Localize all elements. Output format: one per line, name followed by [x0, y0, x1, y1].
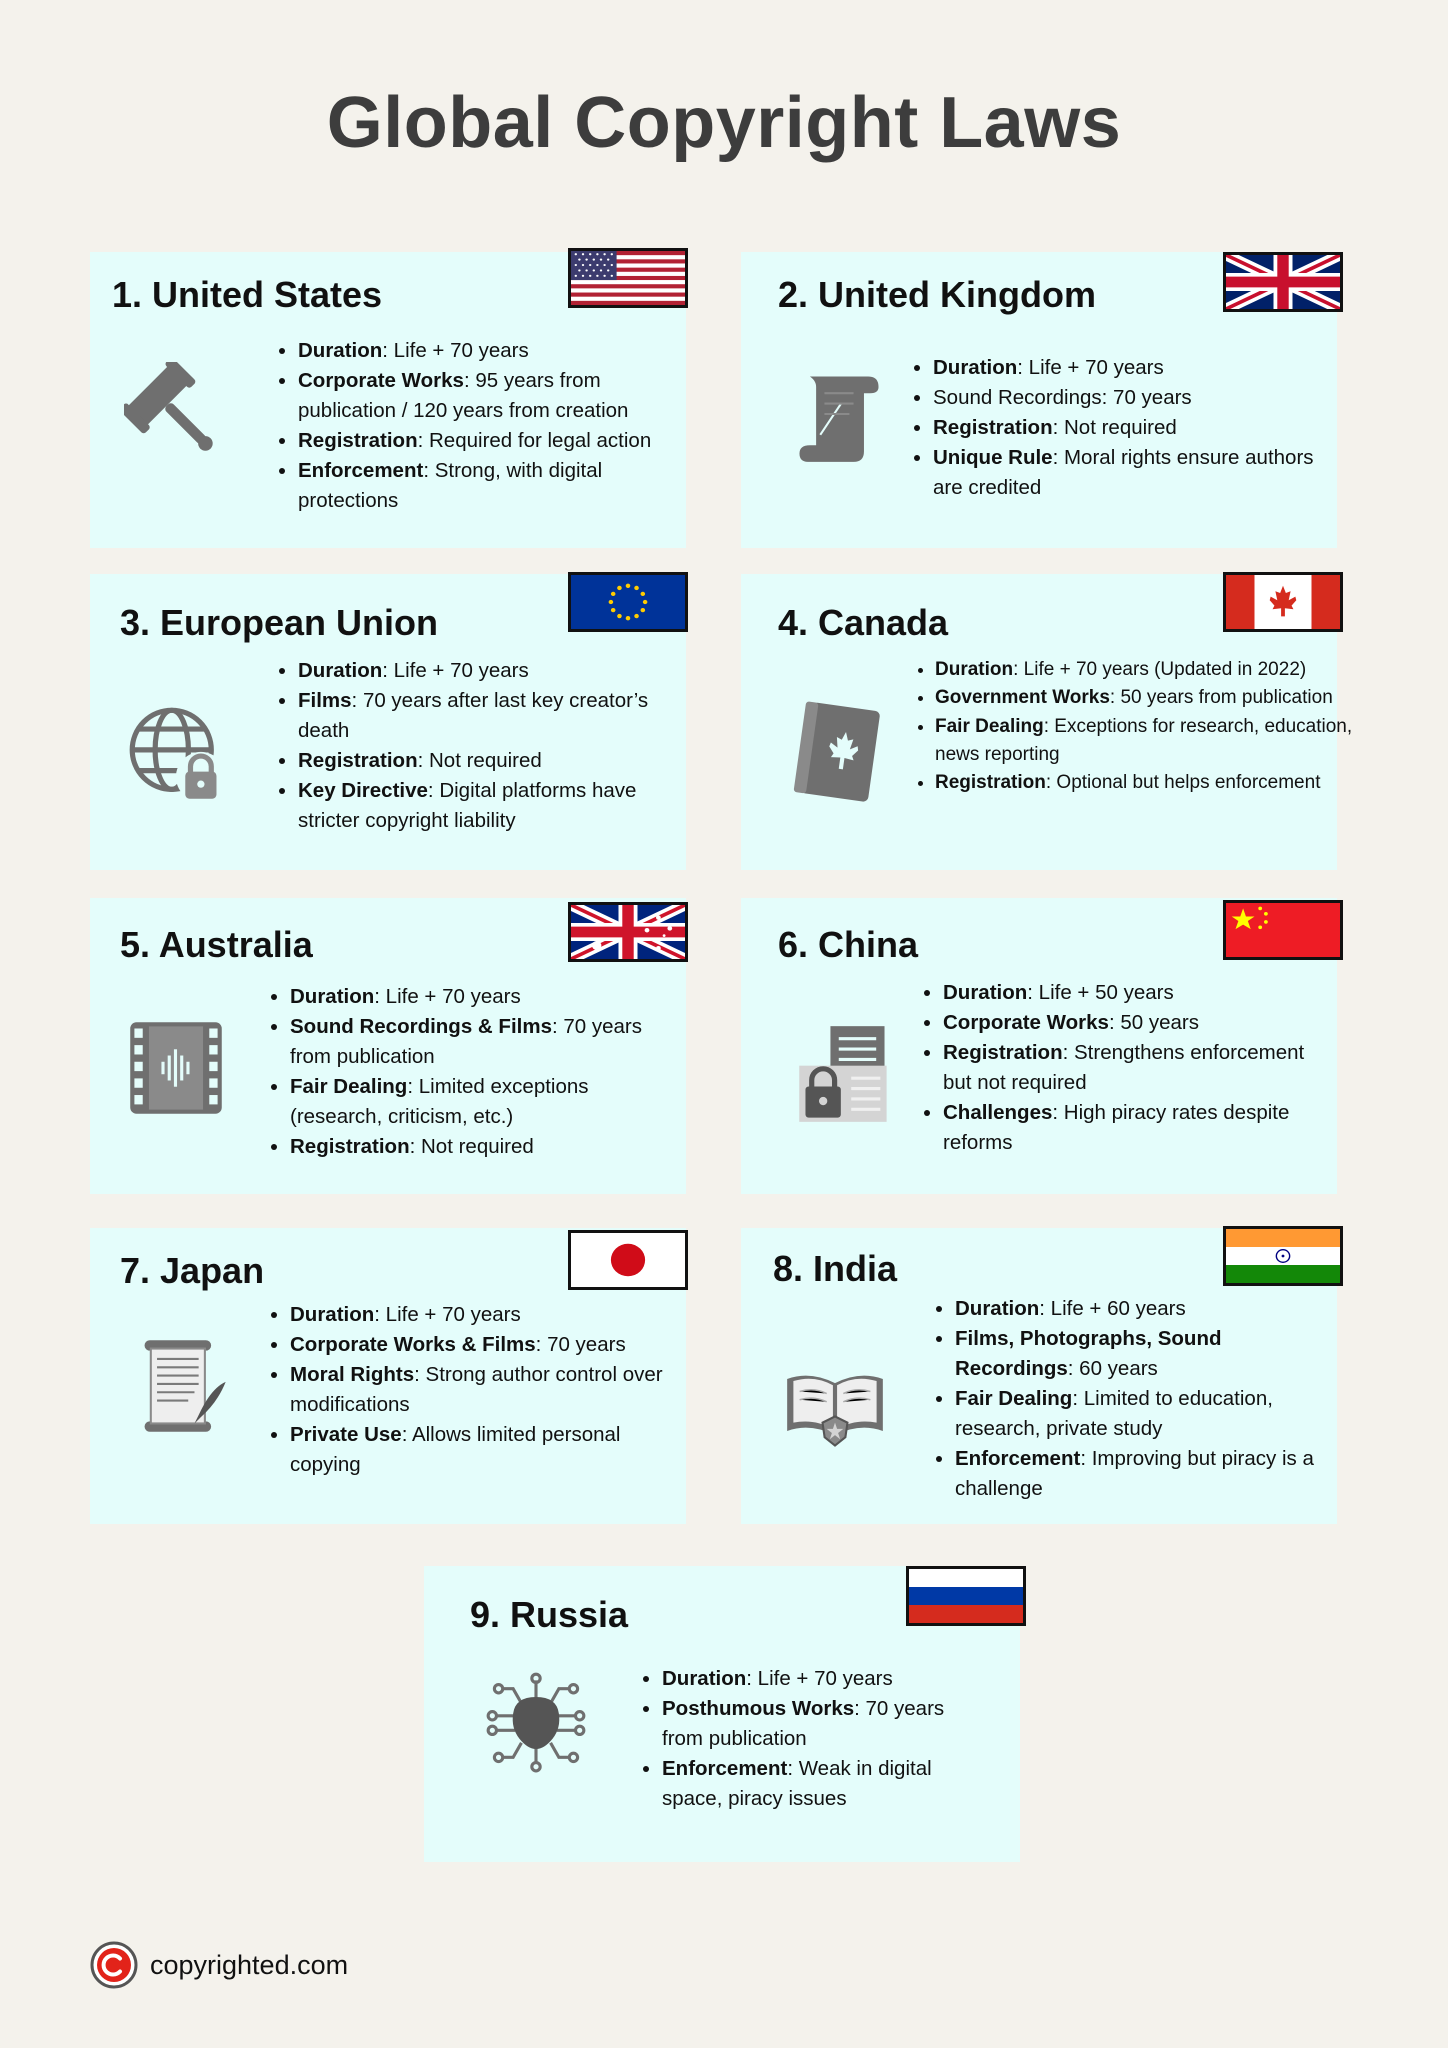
list-item: • Duration: Life + 60 years — [955, 1294, 1325, 1324]
list-item: • Duration: Life + 70 years — [933, 353, 1333, 383]
card-united-states — [90, 252, 686, 548]
gavel-icon — [124, 362, 228, 466]
bullet-list — [923, 978, 1323, 1158]
document-lock-icon — [793, 1022, 897, 1126]
bullet-list — [270, 1300, 680, 1480]
card-title: 7. Japan — [120, 1250, 265, 1291]
list-item: • Key Directive: Digital platforms have stricter copyright liability — [298, 776, 688, 836]
list-item: • Enforcement: Weak in digital space, piracy issues — [662, 1754, 962, 1814]
list-item: • Duration: Life + 70 years — [290, 1300, 680, 1330]
film-audio-icon — [124, 1016, 228, 1120]
bullet-list — [913, 353, 1333, 503]
list-item: • Corporate Works: 95 years from publication / 120 years from creation — [298, 366, 688, 426]
list-item: • Duration: Life + 70 years — [298, 336, 688, 366]
list-item: • Sound Recordings: 70 years — [933, 383, 1333, 413]
list-item: • Duration: Life + 70 years — [662, 1664, 962, 1694]
list-item: • Films, Photographs, Sound Recordings: 60 years — [955, 1324, 1325, 1384]
list-item: • Corporate Works & Films: 70 years — [290, 1330, 680, 1360]
card-european-union — [90, 574, 686, 870]
open-book-badge-icon — [783, 1354, 887, 1458]
list-item: • Duration: Life + 50 years — [943, 978, 1323, 1008]
page-title: Global Copyright Laws — [326, 83, 1122, 163]
list-item: • Duration: Life + 70 years (Updated in 2022) — [935, 656, 1355, 684]
scroll-feather-icon — [130, 1334, 234, 1438]
card-india — [741, 1228, 1337, 1524]
list-item: • Registration: Not required — [298, 746, 688, 776]
list-item: • Moral Rights: Strong author control over modifications — [290, 1360, 680, 1420]
list-item: • Posthumous Works: 70 years from publication — [662, 1694, 962, 1754]
list-item: • Registration: Optional but helps enforcement — [935, 769, 1355, 797]
globe-lock-icon — [126, 702, 230, 806]
australia-flag — [568, 902, 688, 962]
china-flag — [1223, 900, 1343, 960]
card-title: 1. United States — [112, 274, 383, 315]
card-united-kingdom — [741, 252, 1337, 548]
card-title: 4. Canada — [778, 602, 949, 643]
card-title: 9. Russia — [470, 1594, 629, 1635]
list-item: • Enforcement: Strong, with digital protections — [298, 456, 688, 516]
list-item: • Duration: Life + 70 years — [290, 982, 670, 1012]
bullet-list — [915, 656, 1355, 797]
card-japan — [90, 1228, 686, 1524]
card-australia — [90, 898, 686, 1194]
scroll-quill-icon — [787, 362, 891, 466]
bullet-list — [278, 656, 688, 836]
india-flag — [1223, 1226, 1343, 1286]
card-title: 3. European Union — [120, 602, 439, 643]
copyright-logo-icon — [90, 1941, 138, 1989]
bullet-list — [642, 1664, 962, 1814]
list-item: • Fair Dealing: Limited exceptions (research, criticism, etc.) — [290, 1072, 670, 1132]
bullet-list — [278, 336, 688, 516]
list-item: • Fair Dealing: Exceptions for research, education, news reporting — [935, 713, 1355, 770]
bullet-list — [270, 982, 670, 1162]
japan-flag — [568, 1230, 688, 1290]
list-item: • Fair Dealing: Limited to education, research, private study — [955, 1384, 1325, 1444]
list-item: • Registration: Not required — [933, 413, 1333, 443]
card-russia — [424, 1566, 1020, 1862]
russia-flag — [906, 1566, 1026, 1626]
card-title: 5. Australia — [120, 924, 313, 965]
maple-leaf-book-icon — [787, 700, 891, 804]
list-item: • Duration: Life + 70 years — [298, 656, 688, 686]
card-title: 6. China — [778, 924, 919, 965]
card-canada — [741, 574, 1353, 870]
list-item: • Challenges: High piracy rates despite reforms — [943, 1098, 1323, 1158]
circuit-chip-icon — [484, 1670, 588, 1774]
card-title: 8. India — [773, 1248, 898, 1289]
list-item: • Unique Rule: Moral rights ensure authors are credited — [933, 443, 1333, 503]
list-item: • Sound Recordings & Films: 70 years from publication — [290, 1012, 670, 1072]
list-item: • Registration: Required for legal action — [298, 426, 688, 456]
list-item: • Registration: Strengthens enforcement but not required — [943, 1038, 1323, 1098]
card-title: 2. United Kingdom — [778, 274, 1096, 315]
bullet-list — [935, 1294, 1325, 1504]
uk-flag — [1223, 252, 1343, 312]
list-item: • Registration: Not required — [290, 1132, 670, 1162]
list-item: • Corporate Works: 50 years — [943, 1008, 1323, 1038]
us-flag — [568, 248, 688, 308]
list-item: • Enforcement: Improving but piracy is a challenge — [955, 1444, 1325, 1504]
footer-site-link[interactable]: copyrighted.com — [150, 1949, 349, 1980]
card-china — [741, 898, 1337, 1194]
list-item: • Films: 70 years after last key creator’s death — [298, 686, 688, 746]
canada-flag — [1223, 572, 1343, 632]
list-item: • Government Works: 50 years from publication — [935, 684, 1355, 712]
eu-flag — [568, 572, 688, 632]
footer — [90, 1940, 348, 1990]
list-item: • Private Use: Allows limited personal copying — [290, 1420, 680, 1480]
